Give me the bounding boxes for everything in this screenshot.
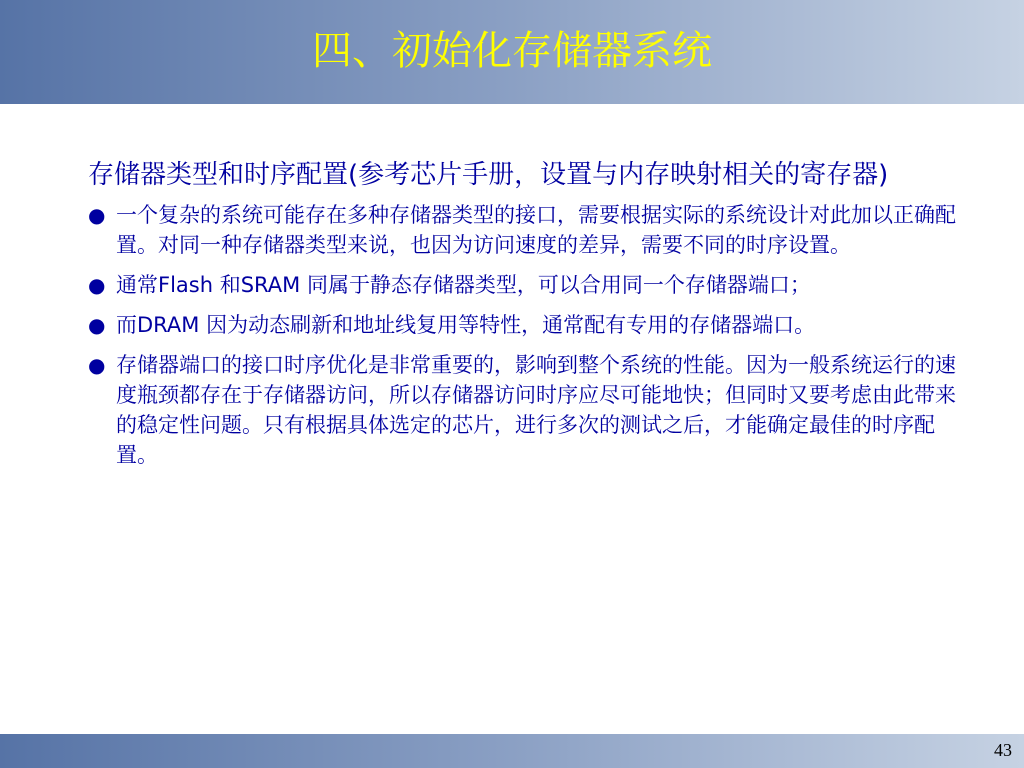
bullet-item [88,270,958,300]
bullet-dot-icon: ● [88,203,106,227]
slide-title: 四、初始化存储器系统 [312,28,712,74]
bullet-list [88,200,958,470]
bullet-text: 一个复杂的系统可能存在多种存储器类型的接口，需要根据实际的系统设计对此加以正确配置。对同一种存储器类型来说，也因为访问速度的差异，需要不同的时序设置。 [116,203,956,257]
section-heading: 存储器类型和时序配置(参考芯片手册，设置与内存映射相关的寄存器) [88,160,889,190]
footer-bar [0,734,1024,768]
bullet-item [88,200,958,260]
page-number: 43 [994,740,1012,760]
slide-content [88,158,958,480]
bullet-item [88,350,958,470]
title-bar [0,0,1024,104]
bullet-dot-icon: ● [88,313,106,337]
bullet-dot-icon: ● [88,273,106,297]
bullet-text: 通常Flash 和SRAM 同属于静态存储器类型，可以合用同一个存储器端口； [116,273,811,297]
bullet-text: 而DRAM 因为动态刷新和地址线复用等特性，通常配有专用的存储器端口。 [116,313,816,337]
bullet-dot-icon: ● [88,353,106,377]
bullet-item [88,310,958,340]
bullet-text: 存储器端口的接口时序优化是非常重要的，影响到整个系统的性能。因为一般系统运行的速度瓶颈都存在于存储器访问，所以存储器访问时序应尽可能地快；但同时又要考虑由此带来的稳定性问题。只有根据具体选定的芯片，进行多次的测试之后，才能确定最佳的时序配置。 [116,353,956,467]
